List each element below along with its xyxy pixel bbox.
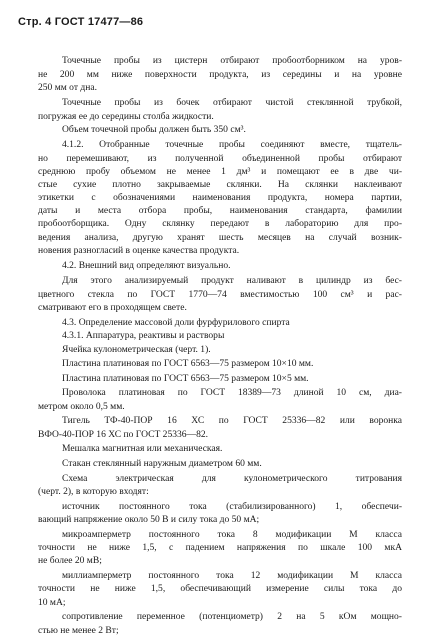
text-line: Пластина платиновая по ГОСТ 6563—75 размером 10×10 мм. [62, 358, 314, 369]
text-line: Точечные пробы из бочек отбирают чистой стеклянной трубкой, [62, 97, 402, 108]
text-line: ВФО-40-ПОР 16 ХС по ГОСТ 25336—82. [38, 429, 209, 440]
text-line: 4.2. Внешний вид определяют визуально. [62, 260, 231, 271]
text-line: Тигель ТФ-40-ПОР 16 ХС по ГОСТ 25336—82 или воронка [62, 415, 402, 426]
text-line: (черт. 2), в которую входят: [38, 486, 149, 497]
text-line: Для этого анализируемый продукт наливают в цилиндр из бес- [62, 275, 402, 286]
text-line: стью не менее 2 Вт; [38, 625, 119, 636]
text-line: микроамперметр постоянного тока 8 модификации М класса [62, 529, 402, 540]
page-header: Стр. 4 ГОСТ 17477—86 [18, 16, 144, 28]
text-line: 4.3. Определение массовой доли фурфурилового спирта [62, 317, 290, 328]
text-line: даты и места отбора пробы, наименования стандарта, фамилии [38, 205, 402, 216]
text-line: этикетки с обозначениями наименования продукта, номера партии, [38, 192, 402, 203]
text-line: среднюю пробу объемом не менее 1 дм³ и помещают ее в две чи- [38, 166, 402, 177]
text-line: 10 мА; [38, 597, 66, 608]
text-line: не более 20 мВ; [38, 555, 102, 566]
text-line: метром около 0,5 мм. [38, 401, 125, 412]
text-line: Ячейка кулонометрическая (черт. 1). [62, 344, 211, 355]
text-line: стые сухие плотно закрываемые склянки. На склянки наклеивают [38, 179, 402, 190]
text-line: Стакан стеклянный наружным диаметром 60 мм. [62, 458, 262, 469]
text-line: сопротивление переменное (потенциометр) 2 на 5 кОм мощно- [62, 611, 402, 622]
text-line: Проволока платиновая по ГОСТ 18389—73 длиной 10 см, диа- [62, 387, 402, 398]
text-line: Пластина платиновая по ГОСТ 6563—75 размером 10×5 мм. [62, 373, 309, 384]
text-line: точности не ниже 1,5, с падением напряжения по шкале 100 мкА [38, 542, 402, 553]
text-line: источник постоянного тока (стабилизированного) 1, обеспечи- [62, 501, 402, 512]
text-line: 4.1.2. Отобранные точечные пробы соединяют вместе, тщатель- [62, 139, 402, 150]
text-line: сматривают его в проходящем свете. [38, 302, 187, 313]
text-line: новения разногласий в оценке качества продукта. [38, 245, 240, 256]
text-line: 4.3.1. Аппаратура, реактивы и растворы [62, 330, 225, 341]
text-line: точности не ниже 1,5, обеспечивающий измерение силы тока до [38, 583, 402, 594]
text-line: Точечные пробы из цистерн отбирают пробоотборником на уров- [62, 55, 402, 66]
text-line: миллиамперметр постоянного тока 12 модификации М класса [62, 570, 402, 581]
text-line: 250 мм от дна. [38, 82, 97, 93]
text-line: Схема электрическая для кулонометрического титрования [62, 473, 402, 484]
text-line: Объем точечной пробы должен быть 350 см³. [62, 124, 246, 135]
text-line: Мешалка магнитная или механическая. [62, 443, 223, 454]
text-line: пробоотборщика. Одну склянку передают в лабораторию для про- [38, 218, 402, 229]
text-line: погружая ее до середины столба жидкости. [38, 111, 214, 122]
text-line: ведения анализа, другую хранят шесть месяцев на случай возник- [38, 232, 402, 243]
text-line: не 200 мм ниже поверхности продукта, из середины и на уровне [38, 69, 402, 80]
text-line: но перемешивают, из полученной объединенной пробы отбирают [38, 153, 402, 164]
text-line: цветного стекла по ГОСТ 1770—74 вместимостью 100 см³ и рас- [38, 289, 402, 300]
text-line: вающий напряжение около 50 В и силу тока до 50 мА; [38, 514, 260, 525]
